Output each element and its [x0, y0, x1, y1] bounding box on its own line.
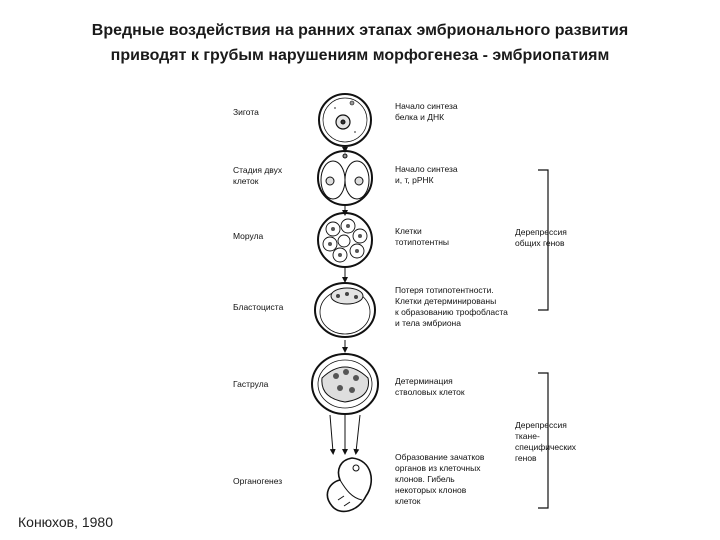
stage-description-morula: Клетки тотипотентны [395, 226, 450, 247]
stage-description-gastrula: Детерминация стволовых клеток [395, 376, 465, 397]
stage-label-morula: Морула [233, 231, 264, 241]
stage-label-organogenesis: Органогенез [233, 476, 283, 486]
title-line-1: Вредные воздействия на ранних этапах эмбрионального развития [91, 22, 629, 39]
stage-label-gastrula: Гаструла [233, 379, 269, 389]
stage-label-blastocyst: Бластоциста [233, 302, 284, 312]
blastocyst [315, 283, 375, 337]
bracket-tissue-specific-genes [538, 373, 548, 508]
stage-label-zygote: Зигота [233, 107, 259, 117]
stage-description-blastocyst: Потеря тотипотентности. Клетки детерминированы к образованию трофобласта и тела эмбриона [395, 285, 508, 328]
organogenesis-embryo [327, 458, 371, 511]
morula [318, 213, 372, 267]
zygote-cell [319, 94, 371, 146]
arrow-gastrula-to-organogenesis-3 [356, 415, 360, 452]
arrow-gastrula-to-organogenesis-1 [330, 415, 333, 452]
stage-description-zygote: Начало синтеза белка и ДНК [395, 101, 458, 122]
gastrula [312, 354, 378, 414]
title-line-2: приводят к грубым нарушениям морфогенеза - эмбриопатиям [110, 47, 610, 64]
stage-label-two-cells: Стадия двух клеток [233, 165, 283, 186]
two-cell-embryo [318, 151, 372, 205]
derepression-tissue-specific-genes: Дерепрессия ткане- специфических генов [515, 420, 577, 463]
stage-description-organogenesis: Образование зачатков органов из клеточных клонов. Гибель некоторых клонов клеток [395, 452, 485, 506]
credit: Конюхов, 1980 [18, 514, 114, 530]
derepression-general-genes: Дерепрессия общих генов [515, 227, 567, 248]
stage-description-two-cells: Начало синтеза и, т, рРНК [395, 164, 458, 185]
bracket-general-genes [538, 170, 548, 310]
